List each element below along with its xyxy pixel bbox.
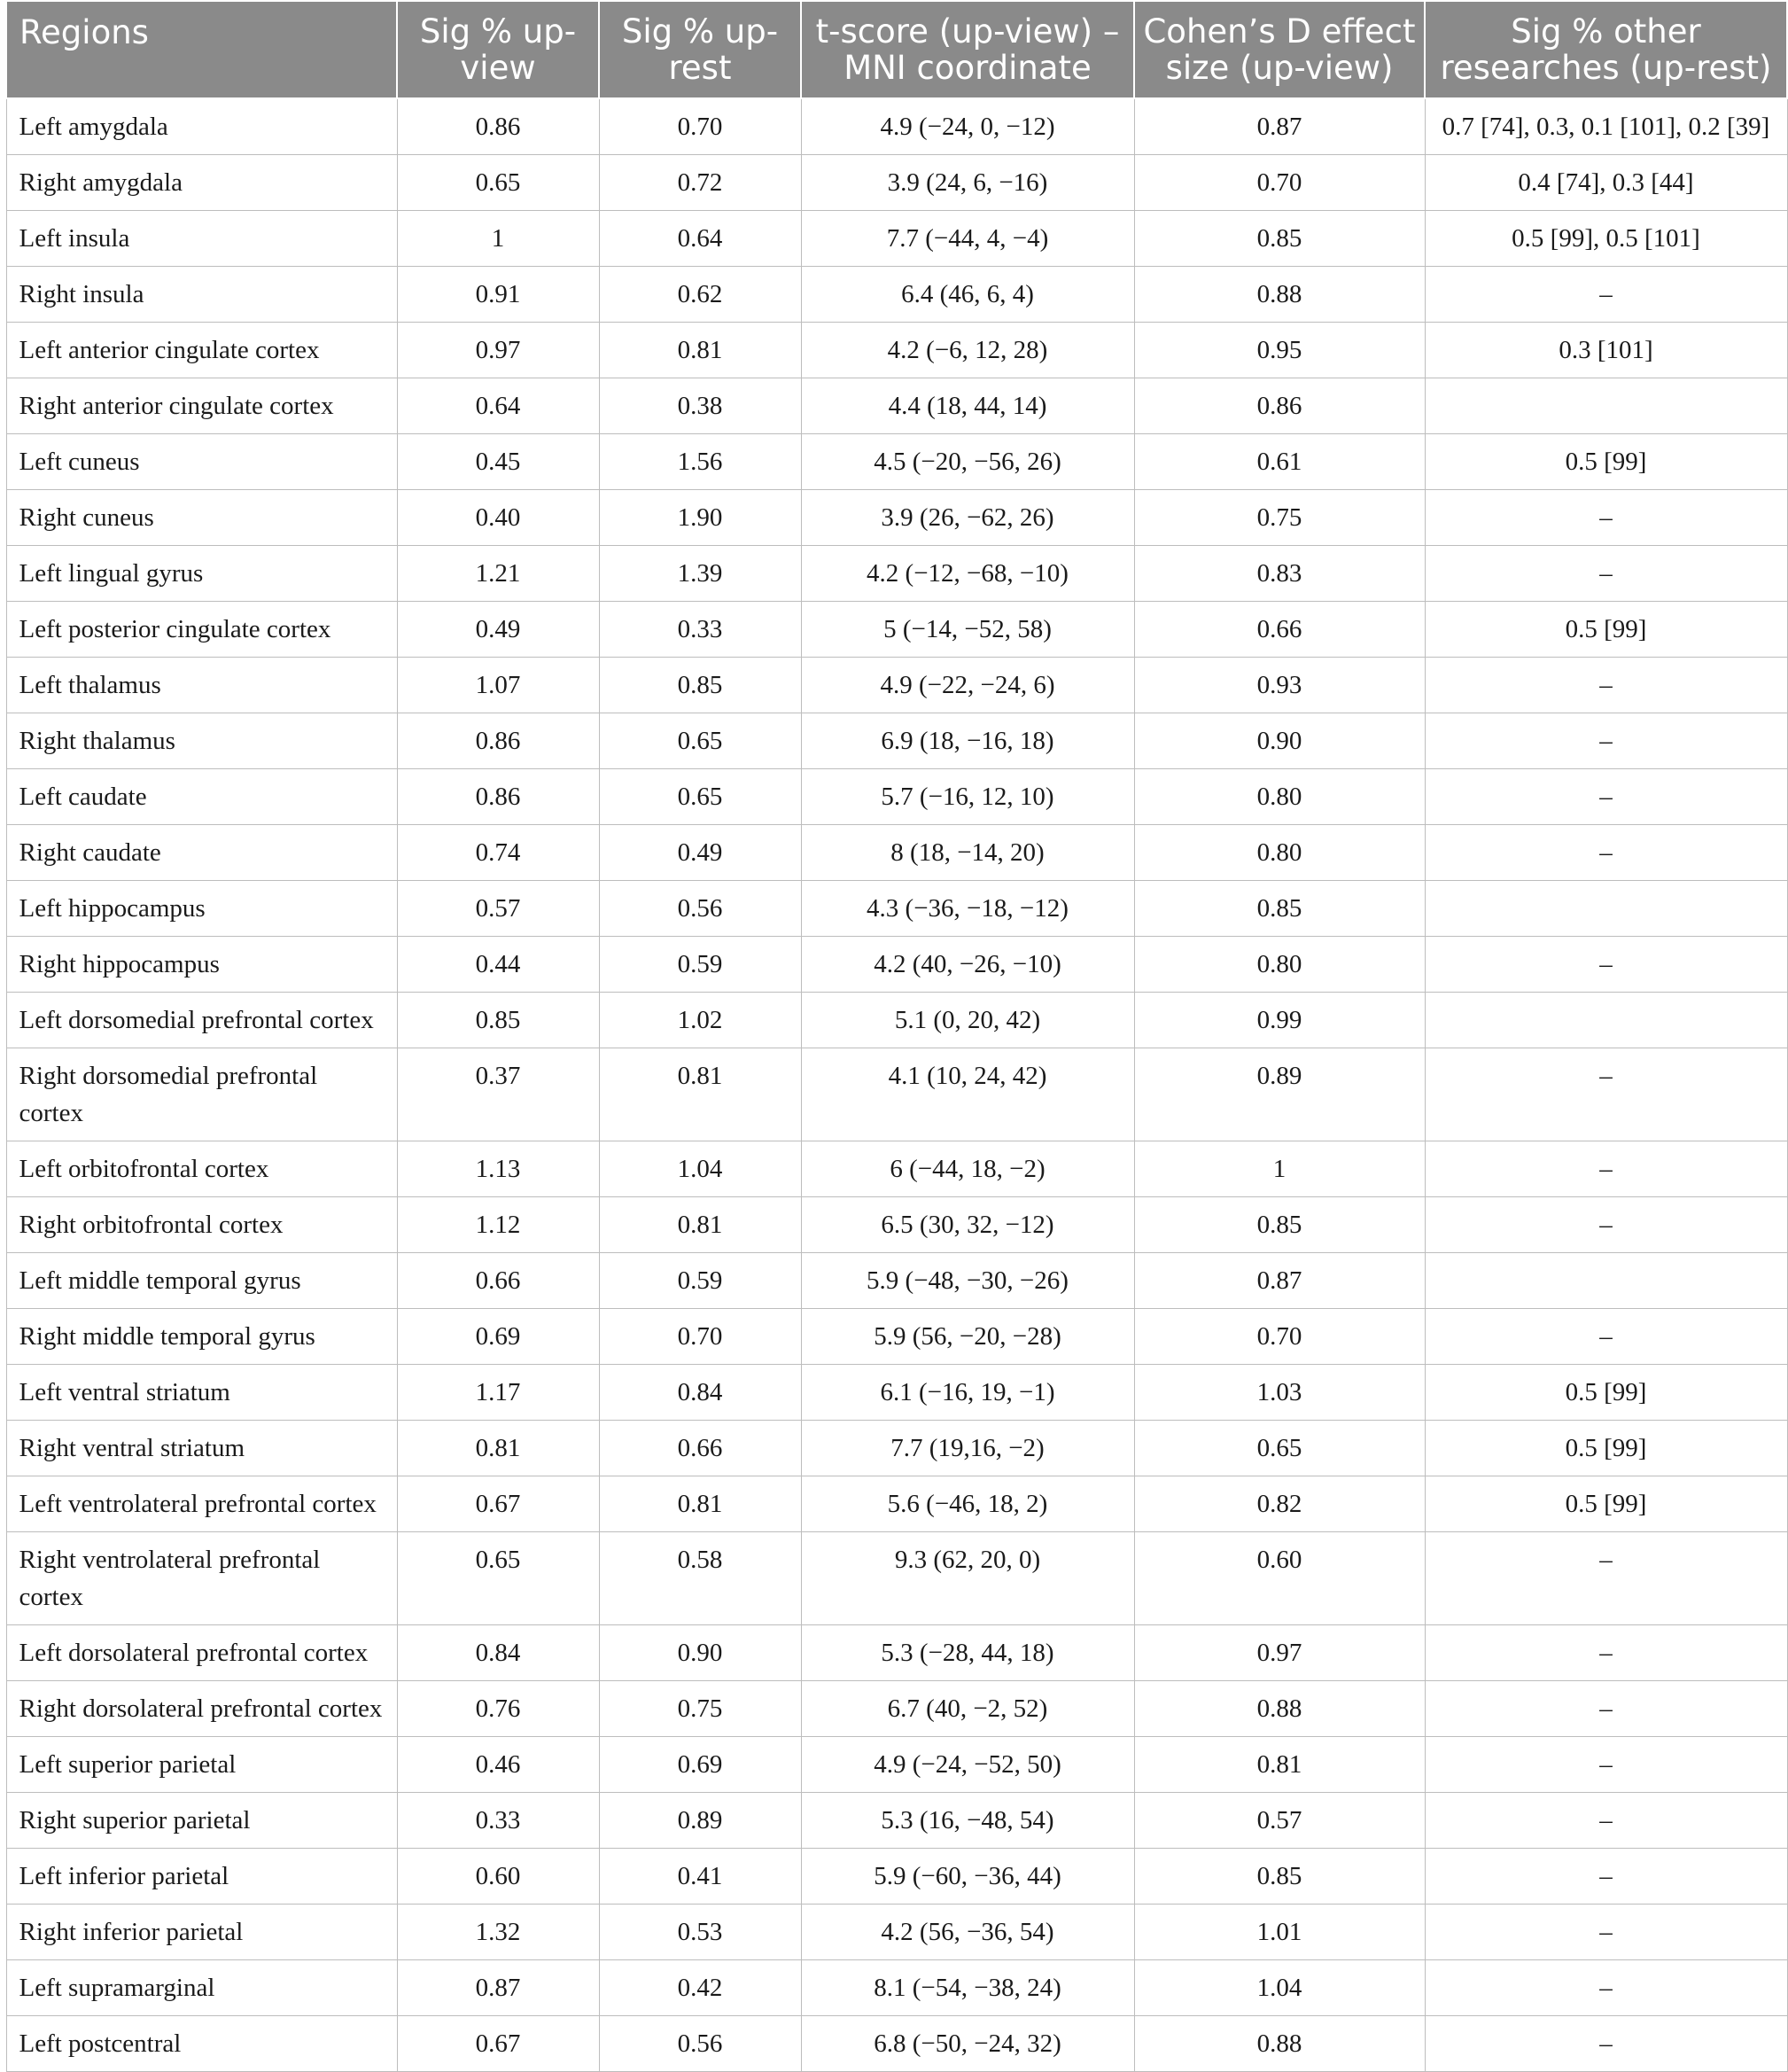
cell-cohens-d: 0.70 [1134, 1309, 1425, 1365]
cell-sig-up-rest: 0.64 [599, 211, 801, 267]
cell-sig-up-view: 1.12 [397, 1197, 599, 1253]
cell-other-research: – [1425, 769, 1787, 825]
cell-sig-up-view: 0.65 [397, 1532, 599, 1625]
table-row [6, 825, 1787, 881]
header-row [6, 1, 1787, 98]
cell-other-research: 0.5 [99] [1425, 602, 1787, 658]
cell-cohens-d: 0.65 [1134, 1421, 1425, 1476]
cell-region: Left cuneus [6, 434, 397, 490]
cell-other-research: 0.4 [74], 0.3 [44] [1425, 155, 1787, 211]
cell-sig-up-rest: 0.58 [599, 1532, 801, 1625]
cell-cohens-d: 0.80 [1134, 937, 1425, 993]
cell-other-research: 0.7 [74], 0.3, 0.1 [101], 0.2 [39] [1425, 98, 1787, 155]
cell-t-score: 4.2 (56, −36, 54) [801, 1905, 1134, 1960]
cell-other-research: 0.5 [99], 0.5 [101] [1425, 211, 1787, 267]
cell-sig-up-rest: 0.59 [599, 1253, 801, 1309]
cell-t-score: 5.6 (−46, 18, 2) [801, 1476, 1134, 1532]
cell-other-research: – [1425, 1197, 1787, 1253]
cell-region: Left supramarginal [6, 1960, 397, 2016]
cell-region: Left superior parietal [6, 1737, 397, 1793]
cell-region: Left anterior cingulate cortex [6, 323, 397, 378]
cell-region: Right ventrolateral prefrontal cortex [6, 1532, 397, 1625]
table-row [6, 1960, 1787, 2016]
cell-cohens-d: 0.80 [1134, 825, 1425, 881]
cell-region: Left dorsomedial prefrontal cortex [6, 993, 397, 1048]
cell-cohens-d: 0.99 [1134, 993, 1425, 1048]
header-cohens-d: Cohen’s D effect size (up-view) [1134, 1, 1425, 98]
cell-sig-up-view: 0.66 [397, 1253, 599, 1309]
table-row [6, 1849, 1787, 1905]
cell-region: Left ventral striatum [6, 1365, 397, 1421]
cell-t-score: 5.3 (−28, 44, 18) [801, 1625, 1134, 1681]
header-other-research: Sig % other researches (up-rest) [1425, 1, 1787, 98]
cell-sig-up-view: 0.91 [397, 267, 599, 323]
cell-region: Right orbitofrontal cortex [6, 1197, 397, 1253]
cell-t-score: 6.8 (−50, −24, 32) [801, 2016, 1134, 2072]
table-row [6, 267, 1787, 323]
cell-sig-up-rest: 0.89 [599, 1793, 801, 1849]
cell-region: Right inferior parietal [6, 1905, 397, 1960]
cell-other-research: – [1425, 1793, 1787, 1849]
table-row [6, 2016, 1787, 2072]
cell-other-research: – [1425, 1681, 1787, 1737]
cell-t-score: 4.3 (−36, −18, −12) [801, 881, 1134, 937]
cell-sig-up-view: 0.33 [397, 1793, 599, 1849]
cell-cohens-d: 0.85 [1134, 1849, 1425, 1905]
cell-cohens-d: 0.88 [1134, 267, 1425, 323]
table-row [6, 155, 1787, 211]
table-row [6, 1253, 1787, 1309]
cell-region: Left posterior cingulate cortex [6, 602, 397, 658]
cell-t-score: 5.9 (−48, −30, −26) [801, 1253, 1134, 1309]
cell-cohens-d: 0.87 [1134, 98, 1425, 155]
cell-cohens-d: 0.85 [1134, 211, 1425, 267]
cell-other-research [1425, 1253, 1787, 1309]
cell-sig-up-rest: 0.59 [599, 937, 801, 993]
cell-region: Left lingual gyrus [6, 546, 397, 602]
cell-t-score: 7.7 (19,16, −2) [801, 1421, 1134, 1476]
cell-cohens-d: 0.88 [1134, 2016, 1425, 2072]
table-row [6, 713, 1787, 769]
cell-sig-up-view: 0.81 [397, 1421, 599, 1476]
cell-t-score: 4.1 (10, 24, 42) [801, 1048, 1134, 1141]
cell-other-research: – [1425, 490, 1787, 546]
table-row [6, 1625, 1787, 1681]
cell-t-score: 7.7 (−44, 4, −4) [801, 211, 1134, 267]
cell-cohens-d: 0.86 [1134, 378, 1425, 434]
cell-t-score: 8 (18, −14, 20) [801, 825, 1134, 881]
cell-t-score: 6 (−44, 18, −2) [801, 1141, 1134, 1197]
cell-region: Right insula [6, 267, 397, 323]
cell-other-research: – [1425, 1141, 1787, 1197]
cell-region: Left postcentral [6, 2016, 397, 2072]
cell-region: Left dorsolateral prefrontal cortex [6, 1625, 397, 1681]
cell-t-score: 5.3 (16, −48, 54) [801, 1793, 1134, 1849]
table-header [6, 1, 1787, 98]
cell-t-score: 5.9 (−60, −36, 44) [801, 1849, 1134, 1905]
cell-sig-up-rest: 1.04 [599, 1141, 801, 1197]
cell-t-score: 6.9 (18, −16, 18) [801, 713, 1134, 769]
table-row [6, 490, 1787, 546]
table-row [6, 98, 1787, 155]
cell-sig-up-view: 0.86 [397, 769, 599, 825]
cell-sig-up-rest: 0.81 [599, 1476, 801, 1532]
cell-sig-up-view: 0.49 [397, 602, 599, 658]
cell-t-score: 6.5 (30, 32, −12) [801, 1197, 1134, 1253]
cell-sig-up-view: 0.60 [397, 1849, 599, 1905]
cell-t-score: 5.1 (0, 20, 42) [801, 993, 1134, 1048]
cell-sig-up-rest: 0.81 [599, 1197, 801, 1253]
cell-region: Left orbitofrontal cortex [6, 1141, 397, 1197]
cell-t-score: 3.9 (24, 6, −16) [801, 155, 1134, 211]
cell-sig-up-rest: 0.41 [599, 1849, 801, 1905]
cell-sig-up-rest: 1.02 [599, 993, 801, 1048]
cell-sig-up-view: 0.37 [397, 1048, 599, 1141]
cell-region: Left caudate [6, 769, 397, 825]
cell-t-score: 4.9 (−24, 0, −12) [801, 98, 1134, 155]
cell-sig-up-rest: 0.69 [599, 1737, 801, 1793]
cell-sig-up-view: 0.87 [397, 1960, 599, 2016]
cell-region: Right thalamus [6, 713, 397, 769]
cell-sig-up-view: 0.65 [397, 155, 599, 211]
table-row [6, 881, 1787, 937]
cell-sig-up-view: 0.74 [397, 825, 599, 881]
cell-region: Right caudate [6, 825, 397, 881]
cell-other-research: – [1425, 658, 1787, 713]
table-row [6, 1421, 1787, 1476]
cell-sig-up-view: 0.84 [397, 1625, 599, 1681]
cell-sig-up-rest: 0.66 [599, 1421, 801, 1476]
header-sig-up-rest: Sig % up-rest [599, 1, 801, 98]
table-row [6, 1048, 1787, 1141]
cell-sig-up-view: 0.76 [397, 1681, 599, 1737]
header-sig-up-view: Sig % up-view [397, 1, 599, 98]
cell-cohens-d: 0.85 [1134, 881, 1425, 937]
cell-cohens-d: 0.60 [1134, 1532, 1425, 1625]
cell-t-score: 9.3 (62, 20, 0) [801, 1532, 1134, 1625]
table-row [6, 211, 1787, 267]
cell-other-research: – [1425, 937, 1787, 993]
cell-sig-up-rest: 0.72 [599, 155, 801, 211]
cell-other-research: – [1425, 825, 1787, 881]
brain-regions-table [5, 0, 1788, 2072]
cell-region: Right hippocampus [6, 937, 397, 993]
cell-t-score: 4.9 (−24, −52, 50) [801, 1737, 1134, 1793]
cell-t-score: 6.1 (−16, 19, −1) [801, 1365, 1134, 1421]
cell-region: Right dorsolateral prefrontal cortex [6, 1681, 397, 1737]
table-row [6, 323, 1787, 378]
table-row [6, 1197, 1787, 1253]
cell-other-research: – [1425, 1532, 1787, 1625]
cell-other-research: 0.5 [99] [1425, 1476, 1787, 1532]
table-row [6, 434, 1787, 490]
cell-t-score: 6.4 (46, 6, 4) [801, 267, 1134, 323]
cell-sig-up-view: 0.40 [397, 490, 599, 546]
table-body [6, 98, 1787, 2072]
cell-region: Right ventral striatum [6, 1421, 397, 1476]
cell-cohens-d: 0.61 [1134, 434, 1425, 490]
cell-cohens-d: 0.85 [1134, 1197, 1425, 1253]
cell-cohens-d: 1.04 [1134, 1960, 1425, 2016]
cell-t-score: 6.7 (40, −2, 52) [801, 1681, 1134, 1737]
cell-other-research: 0.5 [99] [1425, 434, 1787, 490]
header-regions: Regions [6, 1, 397, 98]
cell-sig-up-view: 0.67 [397, 2016, 599, 2072]
table-row [6, 658, 1787, 713]
cell-sig-up-view: 0.69 [397, 1309, 599, 1365]
table-row [6, 546, 1787, 602]
cell-sig-up-view: 0.64 [397, 378, 599, 434]
cell-cohens-d: 0.83 [1134, 546, 1425, 602]
cell-other-research: 0.3 [101] [1425, 323, 1787, 378]
cell-sig-up-view: 1.32 [397, 1905, 599, 1960]
table-row [6, 1793, 1787, 1849]
cell-sig-up-rest: 0.56 [599, 881, 801, 937]
cell-cohens-d: 0.75 [1134, 490, 1425, 546]
cell-cohens-d: 0.88 [1134, 1681, 1425, 1737]
cell-cohens-d: 0.80 [1134, 769, 1425, 825]
cell-sig-up-rest: 0.75 [599, 1681, 801, 1737]
cell-sig-up-view: 0.67 [397, 1476, 599, 1532]
cell-sig-up-rest: 0.42 [599, 1960, 801, 2016]
table-row [6, 993, 1787, 1048]
cell-other-research: 0.5 [99] [1425, 1421, 1787, 1476]
cell-sig-up-rest: 0.65 [599, 713, 801, 769]
cell-t-score: 4.5 (−20, −56, 26) [801, 434, 1134, 490]
cell-sig-up-view: 0.86 [397, 713, 599, 769]
table-row [6, 1905, 1787, 1960]
cell-sig-up-rest: 0.53 [599, 1905, 801, 1960]
cell-region: Right superior parietal [6, 1793, 397, 1849]
cell-cohens-d: 0.82 [1134, 1476, 1425, 1532]
cell-t-score: 5.9 (56, −20, −28) [801, 1309, 1134, 1365]
cell-cohens-d: 1.03 [1134, 1365, 1425, 1421]
table-row [6, 769, 1787, 825]
cell-sig-up-view: 1 [397, 211, 599, 267]
cell-t-score: 8.1 (−54, −38, 24) [801, 1960, 1134, 2016]
cell-cohens-d: 0.95 [1134, 323, 1425, 378]
cell-sig-up-rest: 0.84 [599, 1365, 801, 1421]
cell-cohens-d: 0.66 [1134, 602, 1425, 658]
cell-t-score: 5 (−14, −52, 58) [801, 602, 1134, 658]
cell-other-research: – [1425, 1905, 1787, 1960]
cell-cohens-d: 1 [1134, 1141, 1425, 1197]
cell-sig-up-rest: 0.65 [599, 769, 801, 825]
cell-region: Left amygdala [6, 98, 397, 155]
cell-region: Left middle temporal gyrus [6, 1253, 397, 1309]
cell-sig-up-rest: 0.90 [599, 1625, 801, 1681]
table-row [6, 1141, 1787, 1197]
cell-t-score: 4.9 (−22, −24, 6) [801, 658, 1134, 713]
cell-other-research [1425, 881, 1787, 937]
cell-sig-up-rest: 0.38 [599, 378, 801, 434]
cell-sig-up-rest: 1.39 [599, 546, 801, 602]
cell-sig-up-rest: 0.62 [599, 267, 801, 323]
cell-sig-up-rest: 1.56 [599, 434, 801, 490]
cell-cohens-d: 0.89 [1134, 1048, 1425, 1141]
cell-region: Right anterior cingulate cortex [6, 378, 397, 434]
cell-cohens-d: 0.57 [1134, 1793, 1425, 1849]
table-row [6, 1681, 1787, 1737]
results-table-container [5, 0, 1786, 2072]
cell-cohens-d: 0.93 [1134, 658, 1425, 713]
cell-t-score: 4.4 (18, 44, 14) [801, 378, 1134, 434]
cell-t-score: 4.2 (−12, −68, −10) [801, 546, 1134, 602]
cell-sig-up-rest: 0.70 [599, 98, 801, 155]
cell-sig-up-rest: 1.90 [599, 490, 801, 546]
cell-other-research: – [1425, 1048, 1787, 1141]
cell-cohens-d: 1.01 [1134, 1905, 1425, 1960]
cell-t-score: 5.7 (−16, 12, 10) [801, 769, 1134, 825]
cell-sig-up-rest: 0.33 [599, 602, 801, 658]
table-row [6, 602, 1787, 658]
cell-sig-up-rest: 0.81 [599, 323, 801, 378]
header-t-score: t-score (up-view) – MNI coordinate [801, 1, 1134, 98]
cell-sig-up-rest: 0.85 [599, 658, 801, 713]
cell-other-research: – [1425, 1309, 1787, 1365]
cell-cohens-d: 0.81 [1134, 1737, 1425, 1793]
cell-region: Left thalamus [6, 658, 397, 713]
cell-sig-up-view: 1.13 [397, 1141, 599, 1197]
cell-sig-up-rest: 0.70 [599, 1309, 801, 1365]
cell-region: Left ventrolateral prefrontal cortex [6, 1476, 397, 1532]
cell-sig-up-view: 0.57 [397, 881, 599, 937]
cell-sig-up-rest: 0.56 [599, 2016, 801, 2072]
cell-t-score: 4.2 (−6, 12, 28) [801, 323, 1134, 378]
cell-other-research: – [1425, 1737, 1787, 1793]
cell-region: Left hippocampus [6, 881, 397, 937]
table-row [6, 378, 1787, 434]
cell-sig-up-rest: 0.49 [599, 825, 801, 881]
cell-sig-up-view: 0.44 [397, 937, 599, 993]
cell-sig-up-rest: 0.81 [599, 1048, 801, 1141]
cell-other-research: – [1425, 267, 1787, 323]
cell-other-research: – [1425, 1625, 1787, 1681]
cell-cohens-d: 0.70 [1134, 155, 1425, 211]
cell-region: Left insula [6, 211, 397, 267]
cell-other-research: – [1425, 1960, 1787, 2016]
cell-sig-up-view: 0.46 [397, 1737, 599, 1793]
cell-other-research: 0.5 [99] [1425, 1365, 1787, 1421]
table-row [6, 1365, 1787, 1421]
cell-sig-up-view: 0.86 [397, 98, 599, 155]
cell-region: Right dorsomedial prefrontal cortex [6, 1048, 397, 1141]
cell-sig-up-view: 1.07 [397, 658, 599, 713]
cell-region: Right amygdala [6, 155, 397, 211]
cell-region: Right middle temporal gyrus [6, 1309, 397, 1365]
cell-cohens-d: 0.87 [1134, 1253, 1425, 1309]
cell-other-research: – [1425, 1849, 1787, 1905]
table-row [6, 1737, 1787, 1793]
cell-t-score: 4.2 (40, −26, −10) [801, 937, 1134, 993]
cell-other-research: – [1425, 546, 1787, 602]
cell-sig-up-view: 0.85 [397, 993, 599, 1048]
cell-region: Right cuneus [6, 490, 397, 546]
cell-sig-up-view: 1.17 [397, 1365, 599, 1421]
cell-cohens-d: 0.90 [1134, 713, 1425, 769]
cell-other-research [1425, 378, 1787, 434]
table-row [6, 1476, 1787, 1532]
cell-t-score: 3.9 (26, −62, 26) [801, 490, 1134, 546]
table-row [6, 1309, 1787, 1365]
cell-region: Left inferior parietal [6, 1849, 397, 1905]
cell-sig-up-view: 1.21 [397, 546, 599, 602]
cell-sig-up-view: 0.45 [397, 434, 599, 490]
table-row [6, 937, 1787, 993]
cell-cohens-d: 0.97 [1134, 1625, 1425, 1681]
table-row [6, 1532, 1787, 1625]
cell-other-research: – [1425, 2016, 1787, 2072]
cell-sig-up-view: 0.97 [397, 323, 599, 378]
cell-other-research: – [1425, 713, 1787, 769]
cell-other-research [1425, 993, 1787, 1048]
